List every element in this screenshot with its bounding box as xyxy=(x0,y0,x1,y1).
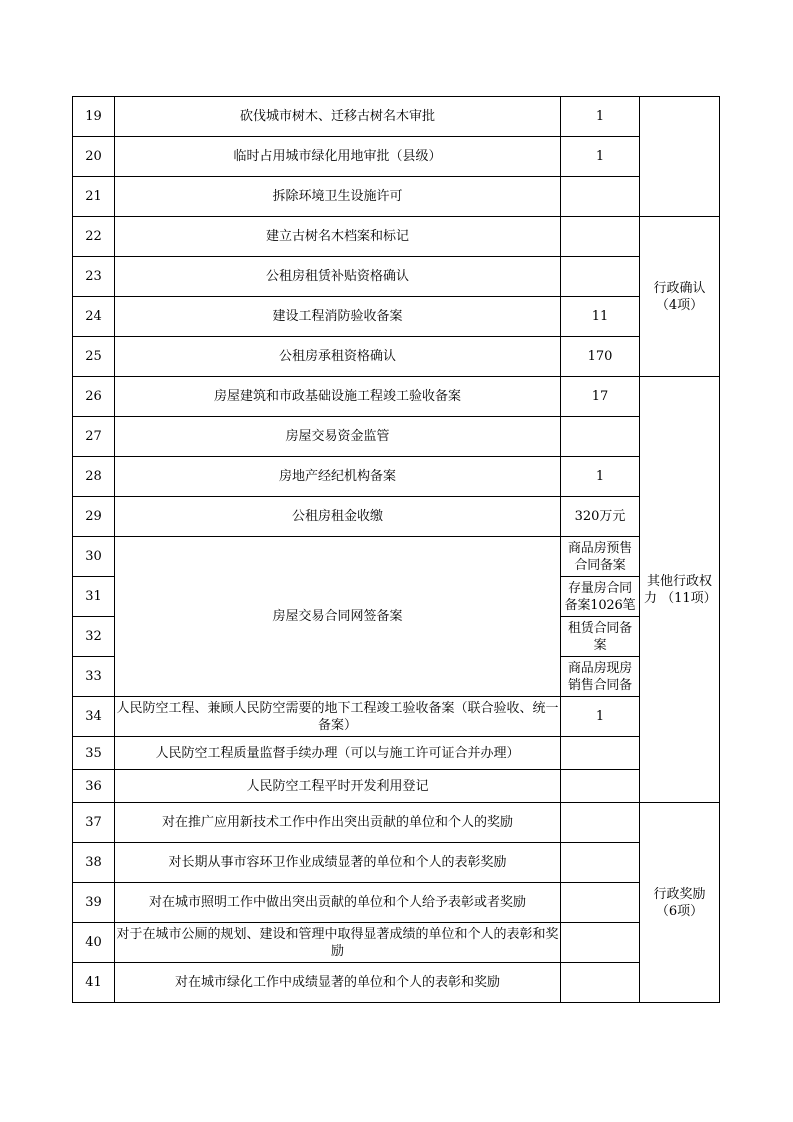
row-number: 41 xyxy=(73,963,115,1003)
row-number: 40 xyxy=(73,923,115,963)
category-other xyxy=(640,377,720,803)
table-row xyxy=(73,697,720,737)
item-count: 11 xyxy=(561,297,640,337)
item-name: 对于在城市公厕的规划、建设和管理中取得显著成绩的单位和个人的表彰和奖励 xyxy=(115,923,561,963)
table-row xyxy=(73,137,720,177)
row-number: 36 xyxy=(73,770,115,803)
row-number: 35 xyxy=(73,737,115,770)
row-number: 25 xyxy=(73,337,115,377)
item-name: 人民防空工程、兼顾人民防空需要的地下工程竣工验收备案（联合验收、统一备案） xyxy=(115,697,561,737)
table-row xyxy=(73,257,720,297)
table-row xyxy=(73,457,720,497)
table-row xyxy=(73,803,720,843)
row-number: 37 xyxy=(73,803,115,843)
item-count: 170 xyxy=(561,337,640,377)
table-row xyxy=(73,843,720,883)
table-row xyxy=(73,97,720,137)
item-name: 建立古树名木档案和标记 xyxy=(115,217,561,257)
row-number: 28 xyxy=(73,457,115,497)
category-cell-continued xyxy=(640,97,720,217)
item-name: 人民防空工程平时开发利用登记 xyxy=(115,770,561,803)
item-count xyxy=(561,963,640,1003)
item-name: 临时占用城市绿化用地审批（县级） xyxy=(115,137,561,177)
row-number: 30 xyxy=(73,537,115,577)
item-name: 人民防空工程质量监督手续办理（可以与施工许可证合并办理） xyxy=(115,737,561,770)
row-number: 21 xyxy=(73,177,115,217)
row-number: 31 xyxy=(73,577,115,617)
item-count: 存量房合同备案1026笔 xyxy=(561,577,640,617)
data-table xyxy=(72,96,720,1003)
item-name: 对长期从事市容环卫作业成绩显著的单位和个人的表彰奖励 xyxy=(115,843,561,883)
item-count xyxy=(561,883,640,923)
category-label: 其他行政权力 （11项） xyxy=(644,573,717,606)
item-name: 公租房承租资格确认 xyxy=(115,337,561,377)
item-count xyxy=(561,770,640,803)
table-row xyxy=(73,770,720,803)
item-count: 1 xyxy=(561,137,640,177)
item-name: 建设工程消防验收备案 xyxy=(115,297,561,337)
table-row xyxy=(73,337,720,377)
table-row xyxy=(73,963,720,1003)
item-name: 公租房租赁补贴资格确认 xyxy=(115,257,561,297)
item-name: 房屋交易合同网签备案 xyxy=(115,537,561,697)
table-row xyxy=(73,537,720,577)
item-name: 公租房租金收缴 xyxy=(115,497,561,537)
item-count xyxy=(561,737,640,770)
table-row xyxy=(73,497,720,537)
item-count xyxy=(561,843,640,883)
table-row xyxy=(73,417,720,457)
table-row xyxy=(73,217,720,257)
item-name: 拆除环境卫生设施许可 xyxy=(115,177,561,217)
item-name: 房屋交易资金监管 xyxy=(115,417,561,457)
row-number: 26 xyxy=(73,377,115,417)
item-count xyxy=(561,257,640,297)
table-row xyxy=(73,883,720,923)
item-count: 1 xyxy=(561,697,640,737)
item-count: 1 xyxy=(561,457,640,497)
item-name: 砍伐城市树木、迁移古树名木审批 xyxy=(115,97,561,137)
row-number: 19 xyxy=(73,97,115,137)
table-row xyxy=(73,923,720,963)
item-count: 17 xyxy=(561,377,640,417)
item-count: 320万元 xyxy=(561,497,640,537)
row-number: 23 xyxy=(73,257,115,297)
row-number: 29 xyxy=(73,497,115,537)
row-number: 34 xyxy=(73,697,115,737)
item-count xyxy=(561,803,640,843)
row-number: 24 xyxy=(73,297,115,337)
item-count xyxy=(561,177,640,217)
item-name: 房地产经纪机构备案 xyxy=(115,457,561,497)
item-name: 房屋建筑和市政基础设施工程竣工验收备案 xyxy=(115,377,561,417)
table-row xyxy=(73,177,720,217)
item-count: 1 xyxy=(561,97,640,137)
table-row xyxy=(73,377,720,417)
item-count xyxy=(561,417,640,457)
row-number: 33 xyxy=(73,657,115,697)
item-count xyxy=(561,923,640,963)
item-count: 商品房现房销售合同备 xyxy=(561,657,640,697)
item-count: 租赁合同备案 xyxy=(561,617,640,657)
item-name: 对在城市绿化工作中成绩显著的单位和个人的表彰和奖励 xyxy=(115,963,561,1003)
category-reward xyxy=(640,803,720,1003)
row-number: 20 xyxy=(73,137,115,177)
row-number: 27 xyxy=(73,417,115,457)
item-count: 商品房预售合同备案 xyxy=(561,537,640,577)
row-number: 38 xyxy=(73,843,115,883)
category-label: 行政确认（4项） xyxy=(653,280,706,313)
item-count xyxy=(561,217,640,257)
item-name: 对在城市照明工作中做出突出贡献的单位和个人给予表彰或者奖励 xyxy=(115,883,561,923)
category-confirm xyxy=(640,217,720,377)
row-number: 22 xyxy=(73,217,115,257)
item-name: 对在推广应用新技术工作中作出突出贡献的单位和个人的奖励 xyxy=(115,803,561,843)
row-number: 39 xyxy=(73,883,115,923)
table-row xyxy=(73,737,720,770)
row-number: 32 xyxy=(73,617,115,657)
table-row xyxy=(73,297,720,337)
category-label: 行政奖励（6项） xyxy=(653,886,706,919)
